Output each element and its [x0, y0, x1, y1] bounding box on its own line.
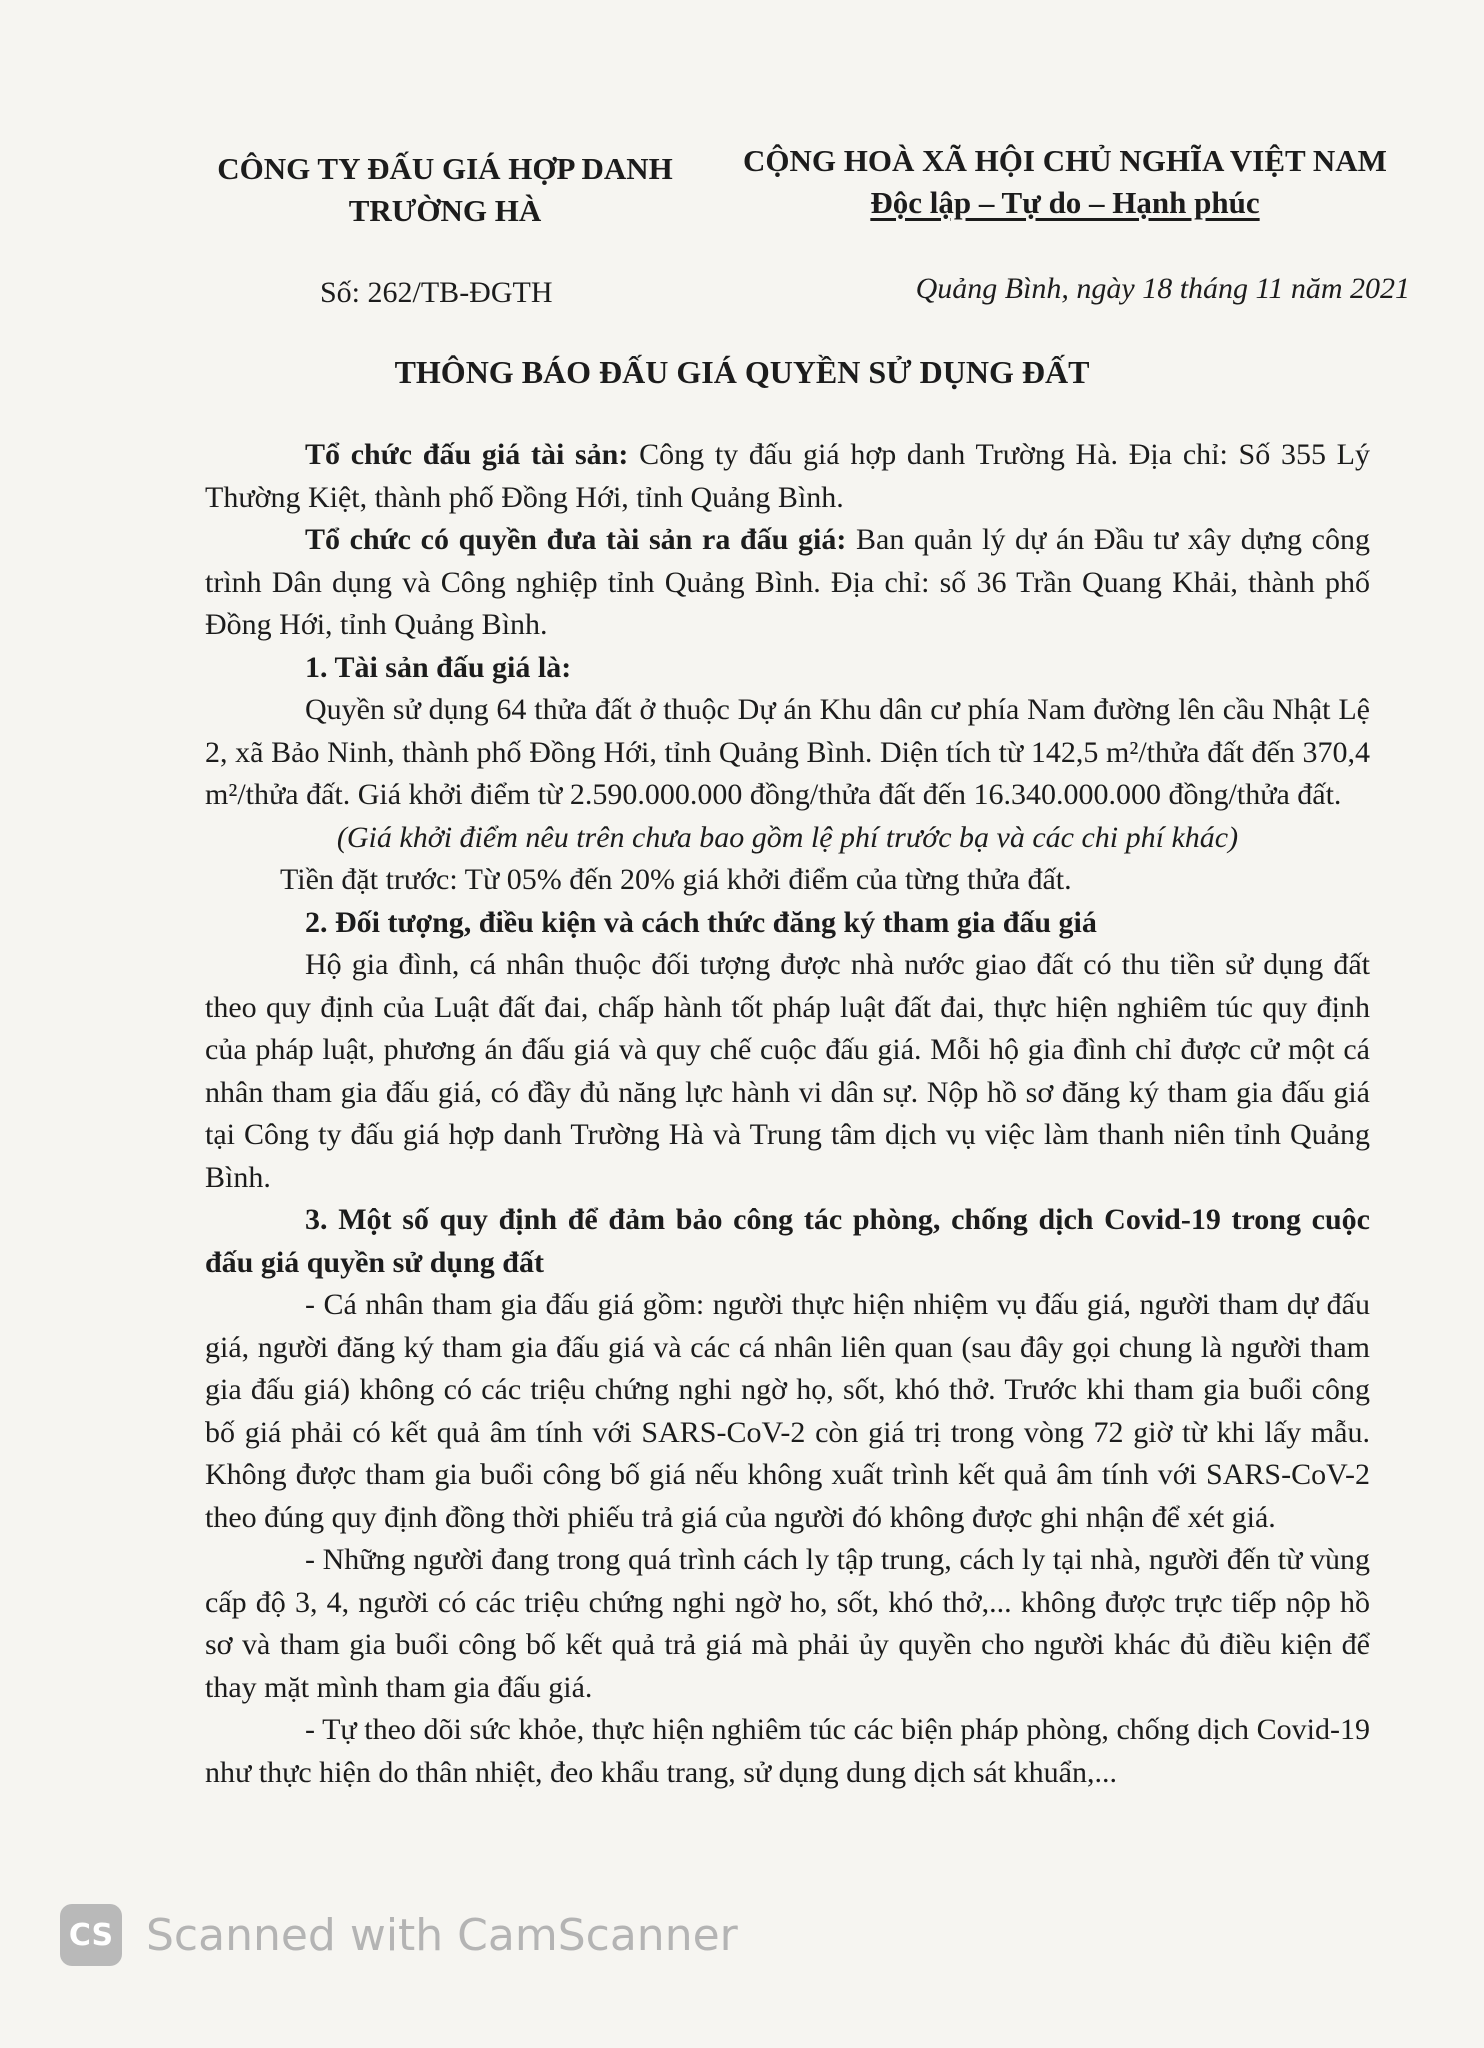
- document-title: THÔNG BÁO ĐẤU GIÁ QUYỀN SỬ DỤNG ĐẤT: [394, 354, 1090, 390]
- auction-organizer-label: Tổ chức đấu giá tài sản:: [305, 438, 629, 471]
- section-1-note: (Giá khởi điểm nêu trên chưa bao gồm lệ phí trước bạ và các chi phí khác): [336, 820, 1239, 854]
- camscanner-text: Scanned with CamScanner: [146, 1909, 738, 1961]
- org-name-line1: CÔNG TY ĐẤU GIÁ HỢP DANH: [217, 151, 673, 186]
- document-number: Số: 262/TB-ĐGTH: [320, 276, 553, 309]
- section-3-paragraph-3: - Tự theo dõi sức khỏe, thực hiện nghiêm túc các biện pháp phòng, chống dịch Covid-19 như thực hiện do thân nhiệt, đeo khẩu trang, sử dụng dung dịch sát khuẩn,...: [205, 1713, 1370, 1789]
- national-motto: Độc lập – Tự do – Hạnh phúc: [870, 185, 1260, 220]
- section-2-heading: 2. Đối tượng, điều kiện và cách thức đăng ký tham gia đấu giá: [305, 905, 1097, 939]
- auction-organizer-text: Công ty đấu giá hợp danh Trường Hà. Địa chỉ: Số 355 Lý Thường Kiệt, thành phố Đồng Hới, tỉnh Quảng Bình.: [205, 438, 1371, 514]
- section-1-text: Quyền sử dụng 64 thửa đất ở thuộc Dự án Khu dân cư phía Nam đường lên cầu Nhật Lệ 2, xã Bảo Ninh, thành phố Đồng Hới, tỉnh Quảng Bình. Diện tích từ 142,5 m²/thửa đất đến 370,4 m²/thửa đất. Giá khởi điểm từ 2.590.000.000 đồng/thửa đất đến 16.340.000.000 đồng/thửa đất.: [205, 693, 1370, 811]
- section-3-paragraph-2: - Những người đang trong quá trình cách ly tập trung, cách ly tại nhà, người đến từ vùng cấp độ 3, 4, người có các triệu chứng nghi ngờ ho, sốt, khó thở,... không được trực tiếp nộp hồ sơ và tham gia buổi công bố kết quả trả giá mà phải ủy quyền cho người khác đủ điều kiện để thay mặt mình tham gia đấu giá.: [205, 1543, 1370, 1704]
- organization-header: [195, 148, 695, 232]
- asset-owner-paragraph: [205, 519, 1370, 647]
- country-name: CỘNG HOÀ XÃ HỘI CHỦ NGHĨA VIỆT NAM: [743, 143, 1387, 178]
- document-body: [205, 434, 1370, 1794]
- auction-organizer-paragraph: [205, 434, 1370, 519]
- place-date: Quảng Bình, ngày 18 tháng 11 năm 2021: [915, 272, 1410, 305]
- org-name-line2: TRƯỜNG HÀ: [348, 193, 542, 228]
- national-header: [705, 140, 1425, 224]
- section-1-heading: 1. Tài sản đấu giá là:: [305, 650, 572, 684]
- section-3-paragraph-1: - Cá nhân tham gia đấu giá gồm: người thực hiện nhiệm vụ đấu giá, người tham dự đấu giá, người đăng ký tham gia đấu giá và các cá nhân liên quan (sau đây gọi chung là người tham gia đấu giá) không có các triệu chứng nghi ngờ họ, sốt, khó thở. Trước khi tham gia buổi công bố giá phải có kết quả âm tính với SARS-CoV-2 còn giá trị trong vòng 72 giờ từ khi lấy mẫu. Không được tham gia buổi công bố giá nếu không xuất trình kết quả âm tính với SARS-CoV-2 theo đúng quy định đồng thời phiếu trả giá của người đó không được ghi nhận để xét giá.: [205, 1288, 1370, 1534]
- section-3-heading: 3. Một số quy định để đảm bảo công tác phòng, chống dịch Covid-19 trong cuộc đấu giá quyền sử dụng đất: [205, 1203, 1370, 1279]
- camscanner-watermark: [60, 1900, 738, 1970]
- asset-owner-text: Ban quản lý dự án Đầu tư xây dựng công trình Dân dụng và Công nghiệp tỉnh Quảng Bình. Địa chỉ: số 36 Trần Quang Khải, thành phố Đồng Hới, tỉnh Quảng Bình.: [205, 523, 1370, 641]
- asset-owner-label: Tổ chức có quyền đưa tài sản ra đấu giá:: [305, 523, 847, 556]
- section-1-deposit: Tiền đặt trước: Từ 05% đến 20% giá khởi điểm của từng thửa đất.: [280, 863, 1072, 896]
- camscanner-logo-icon: CS: [60, 1904, 122, 1966]
- section-2-text: Hộ gia đình, cá nhân thuộc đối tượng được nhà nước giao đất có thu tiền sử dụng đất theo quy định của Luật đất đai, chấp hành tốt pháp luật đất đai, thực hiện nghiêm túc quy định của pháp luật, phương án đấu giá và quy chế cuộc đấu giá. Mỗi hộ gia đình chỉ được cử một cá nhân tham gia đấu giá, có đầy đủ năng lực hành vi dân sự. Nộp hồ sơ đăng ký tham gia đấu giá tại Công ty đấu giá hợp danh Trường Hà và Trung tâm dịch vụ việc làm thanh niên tỉnh Quảng Bình.: [205, 948, 1370, 1194]
